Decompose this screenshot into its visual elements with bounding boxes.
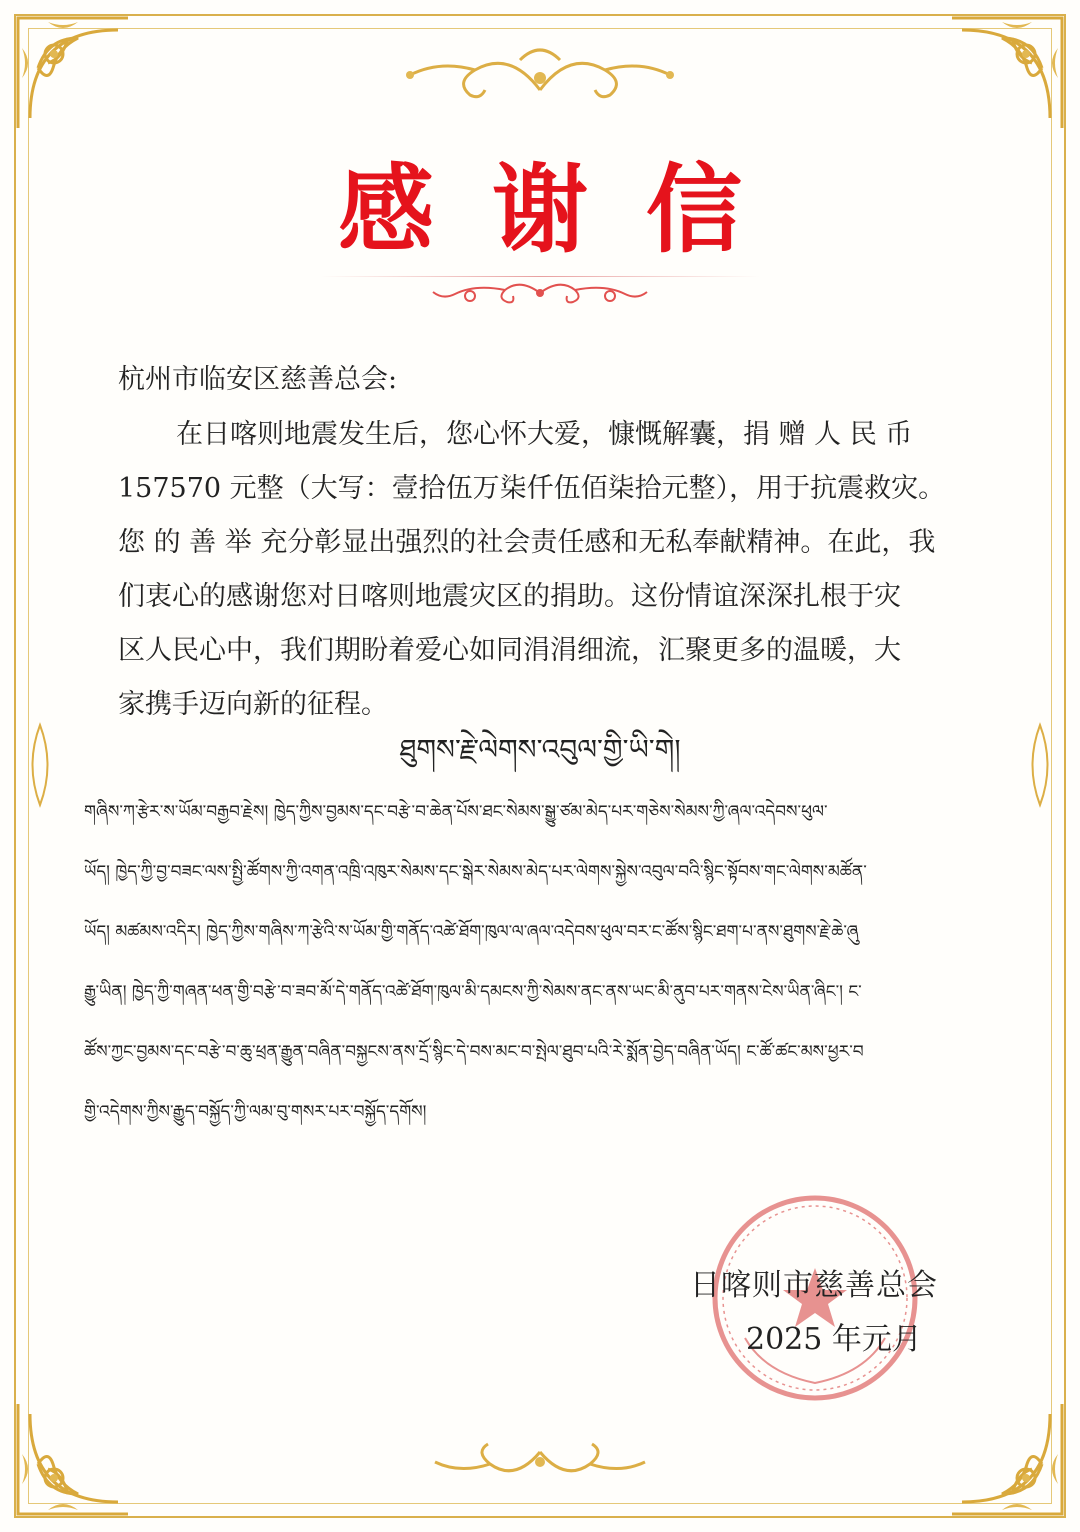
tibetan-line: ཡོད། ཁྱེད་ཀྱི་བྱ་བཟང་ལས་སྤྱི་ཚོགས་ཀྱི་འགན་འཁྲི་འཁུར་སེམས་དང་སྒེར་སེམས་མེད་པར་ལེགས་སྐྱེས་འབུལ་བའི་སྙིང་སྟོབས་གང་ལེགས་མཚོན་ [84,862,867,882]
body-line: 区人民心中，我们期盼着爱心如同涓涓细流，汇聚更多的温暖，大 [118,635,901,666]
letter-body [118,408,998,732]
title-divider-line [320,276,760,277]
bottom-scroll-ornament-icon [420,1432,660,1492]
top-scroll-ornament-icon [380,40,700,110]
corner-ornament-icon [8,8,138,138]
body-line: 家携手迈向新的征程。 [118,689,388,720]
body-line: 们衷心的感谢您对日喀则地震灾区的捐助。这份情谊深深扎根于灾 [118,581,901,612]
body-line: 157570 元整（大写：壹拾伍万柒仟伍佰柒拾元整），用于抗震救灾。 [118,473,946,504]
corner-ornament-icon [942,8,1072,138]
tibetan-body [84,782,999,1142]
tibetan-line: གཞིས་ཀ་རྩེར་ས་ཡོམ་བརྒྱབ་རྗེས། ཁྱེད་ཀྱིས་བྱམས་དང་བརྩེ་བ་ཆེན་པོས་ཐང་སེམས་སྒྱུ་ཙམ་མེད་པར་གཅེས་སེམས་ཀྱི་ཞལ་འདེབས་ཕུལ་ [84,802,828,822]
signature-date: 2025 年元月 [746,1322,922,1357]
salutation: 杭州市临安区慈善总会: [118,364,398,395]
letter-title: 感谢信 [338,154,800,266]
title-divider-ornament-icon [425,278,655,308]
body-line: 您 的 善 举 充分彰显出强烈的社会责任感和无私奉献精神。在此，我 [118,527,936,558]
tibetan-line: ཚོས་ཀྱང་བྱམས་དང་བརྩེ་བ་ཆུ་ཕྲན་རྒྱུན་བཞིན་བསྐྱངས་ནས་དྲོ་སྙིང་དེ་བས་མང་བ་སྤེལ་ཐུབ་པའི་རེ་སྨོན་བྱེད་བཞིན་ཡོད། ང་ཚོ་ཚང་མས་ཕྱར་བ [84,1042,864,1062]
corner-ornament-icon [8,1394,138,1524]
body-line: 在日喀则地震发生后，您心怀大爱，慷慨解囊，捐 赠 人 民 币 [176,419,913,450]
signature-organization: 日喀则市慈善总会 [690,1268,938,1303]
tibetan-line: ཡོད། མཚམས་འདིར། ཁྱེད་ཀྱིས་གཞིས་ཀ་རྩེའི་ས་ཡོམ་གྱི་གནོད་འཚེ་ཐོག་ཁུལ་ལ་ཞལ་འདེབས་ཕུལ་བར་ང་ཚོས་སྙིང་ཐག་པ་ནས་ཐུགས་རྗེ་ཆེ་ཞུ [84,922,859,942]
tibetan-line: རྒྱུ་ཡིན། ཁྱེད་ཀྱི་གཞན་ཕན་གྱི་བརྩེ་བ་ཟབ་མོ་དེ་གནོད་འཚེ་ཐོག་ཁུལ་མི་དམངས་ཀྱི་སེམས་ནང་ནས་ཡང་མི་ནུབ་པར་གནས་ངེས་ཡིན་ཞིང་། ང་ [84,982,862,1002]
corner-ornament-icon [942,1394,1072,1524]
tibetan-title: ཐུགས་རྗེ་ལེགས་འབུལ་གྱི་ཡི་གེ། [399,733,681,766]
tibetan-line: གྱི་འདེགས་ཀྱིས་རྒྱུད་བསྐྱོད་ཀྱི་ལམ་བུ་གསར་པར་བསྐྱོད་དགོས། [84,1102,427,1122]
